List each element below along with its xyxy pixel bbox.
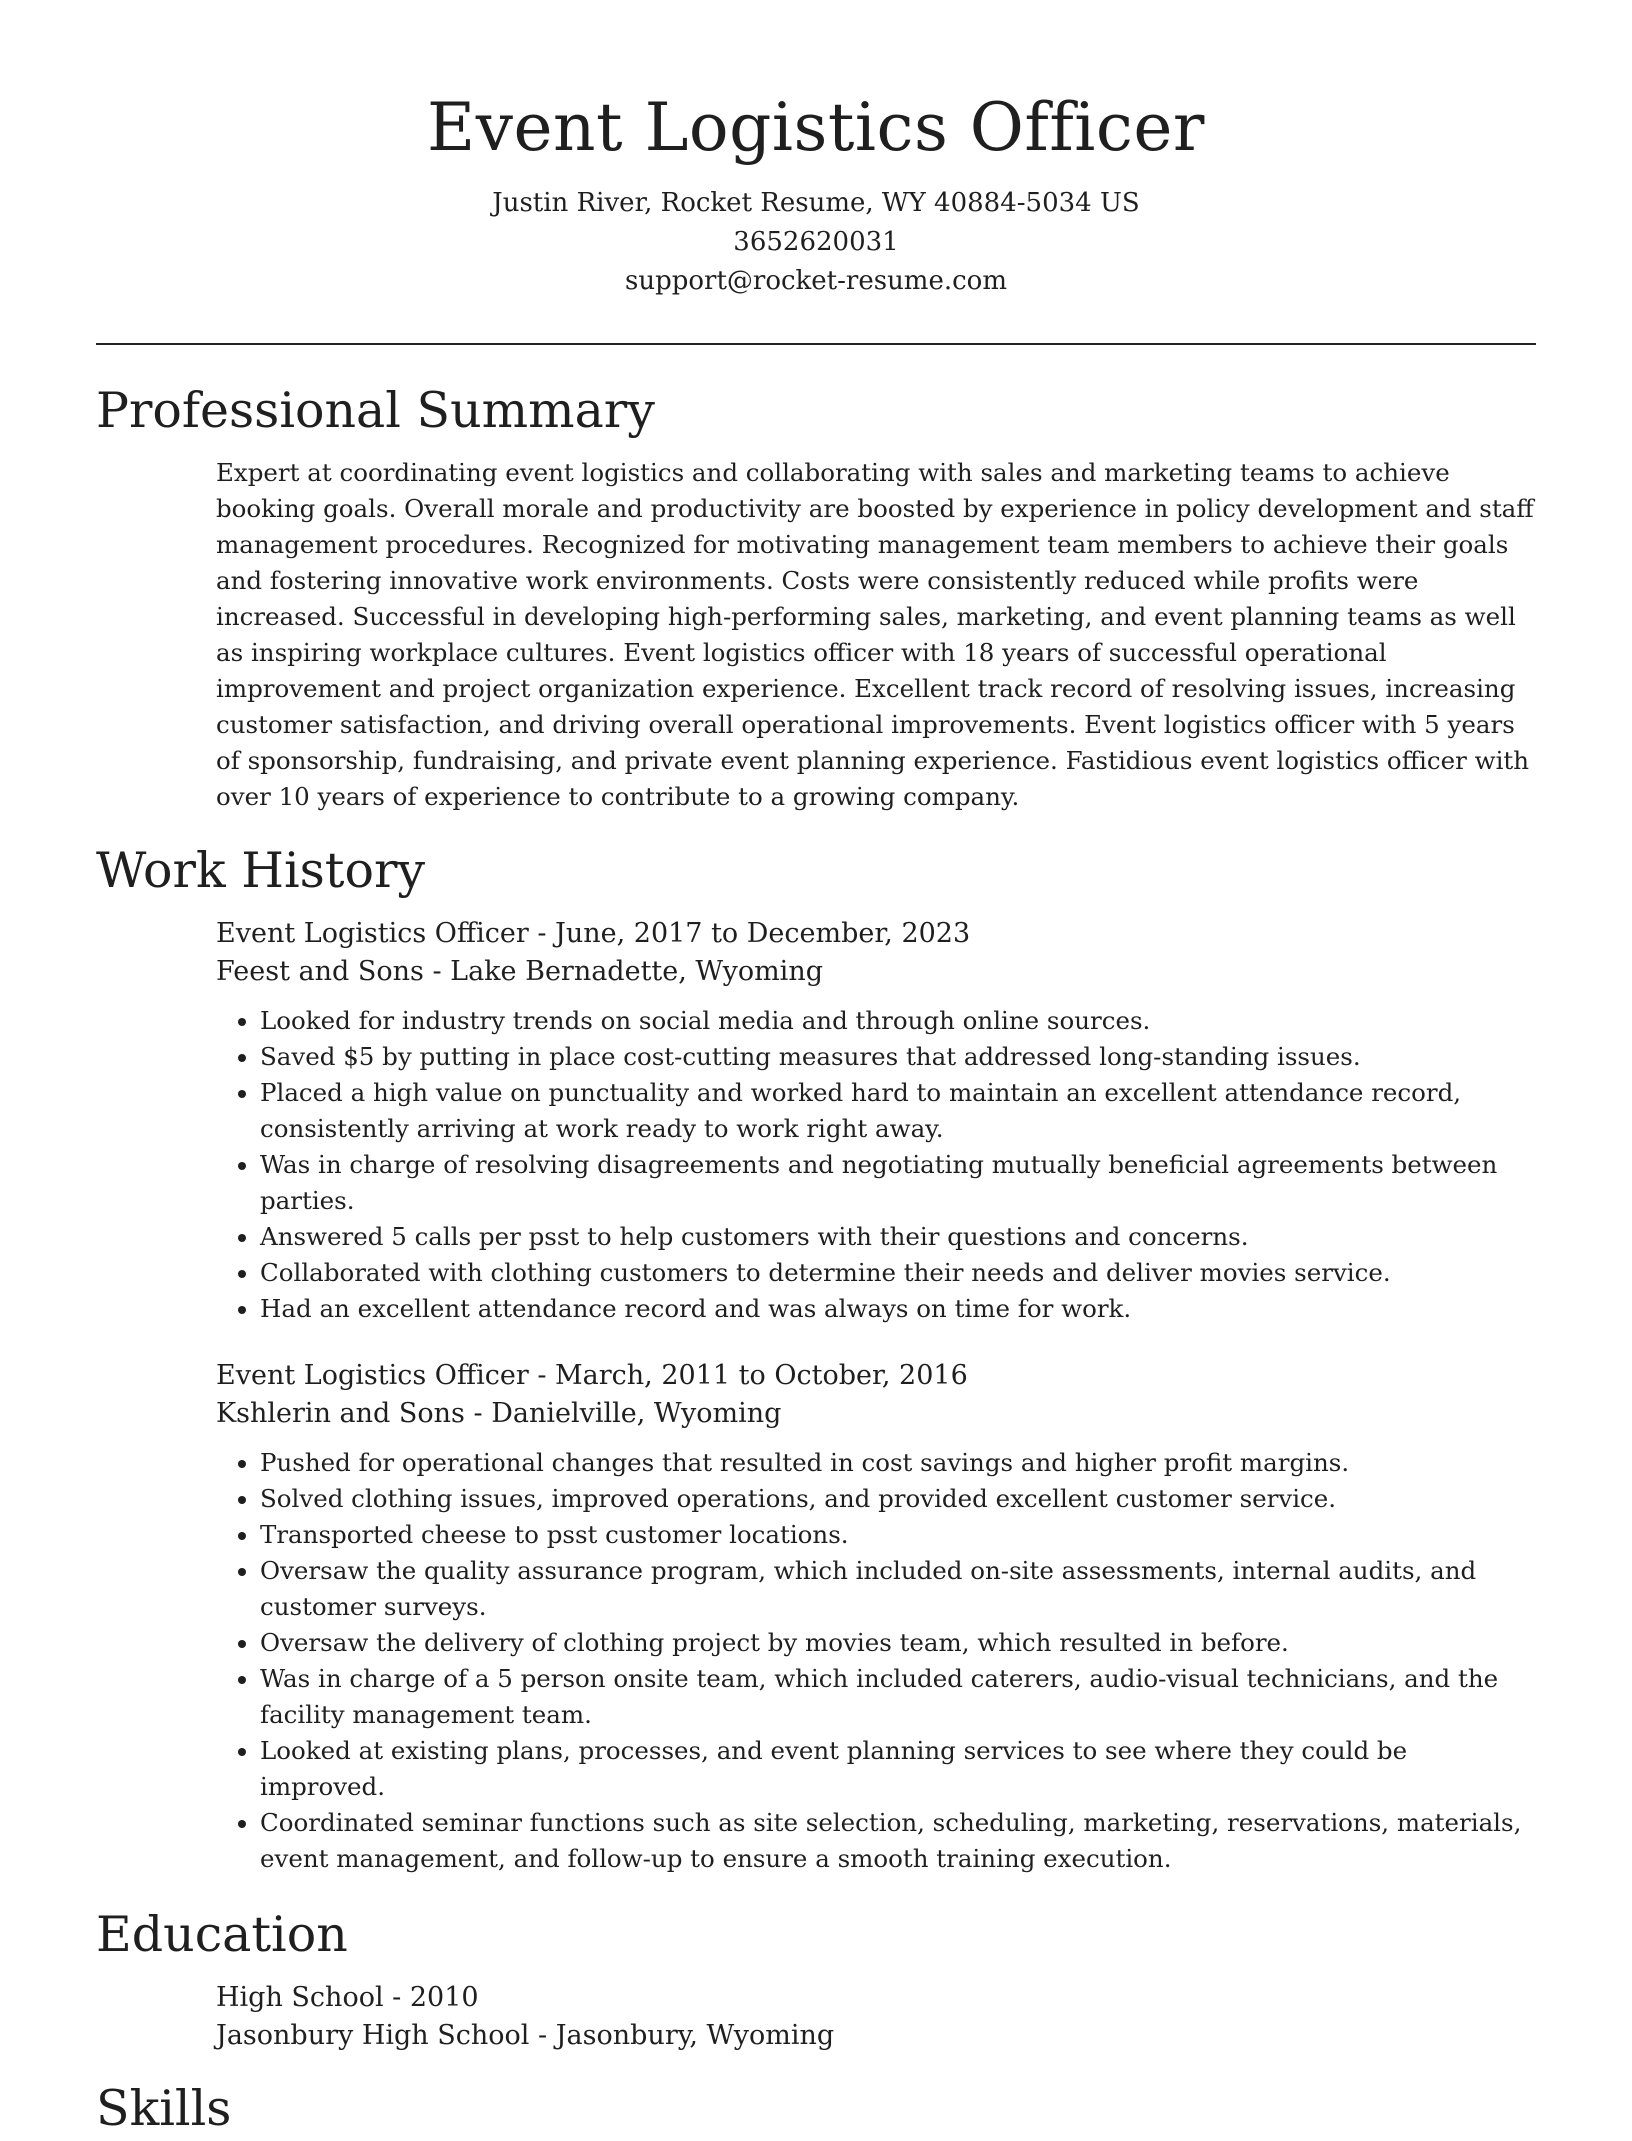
education-section <box>96 1903 1536 2055</box>
job-bullet: • Pushed for operational changes that resulted in cost savings and higher profit margins. <box>260 1445 1536 1481</box>
job-bullets <box>216 1003 1536 1327</box>
job-bullet: • Transported cheese to psst customer locations. <box>260 1517 1536 1553</box>
job-title-line <box>216 1357 1536 1395</box>
resume-page <box>96 0 1536 2141</box>
education-school-line <box>216 2017 1536 2055</box>
education-degree-line <box>216 1979 1536 2017</box>
education-year: - 2010 <box>383 1982 479 2013</box>
education-location: - Jasonbury, Wyoming <box>529 2020 835 2051</box>
job-bullet: • Looked for industry trends on social media and through online sources. <box>260 1003 1536 1039</box>
education-heading: Education <box>96 1906 348 1963</box>
summary-body <box>216 455 1536 815</box>
job-title-line <box>216 915 1536 953</box>
work-heading: Work History <box>96 842 426 899</box>
job-dates: - March, 2011 to October, 2016 <box>528 1360 968 1391</box>
job-dates: - June, 2017 to December, 2023 <box>528 918 971 949</box>
job-bullet: • Solved clothing issues, improved operations, and provided excellent customer service. <box>260 1481 1536 1517</box>
resume-title: Event Logistics Officer <box>427 89 1205 166</box>
job-company: Feest and Sons <box>216 956 424 987</box>
job-location: - Lake Bernadette, Wyoming <box>423 956 823 987</box>
job-bullet: • Was in charge of resolving disagreements and negotiating mutually beneficial agreements between parties. <box>260 1147 1536 1219</box>
contact-phone: 3652620031 <box>733 227 899 257</box>
job-location: - Danielville, Wyoming <box>464 1398 782 1429</box>
job-bullet: • Coordinated seminar functions such as site selection, scheduling, marketing, reservations, materials, event management, and follow-up to ensure a smooth training execution. <box>260 1805 1536 1877</box>
job-title: Event Logistics Officer <box>216 918 529 949</box>
job-title: Event Logistics Officer <box>216 1360 529 1391</box>
job-bullet: • Answered 5 calls per psst to help customers with their questions and concerns. <box>260 1219 1536 1255</box>
contact-block <box>96 184 1536 301</box>
contact-address: Justin River, Rocket Resume, WY 40884-5034 US <box>492 188 1140 218</box>
job-bullets <box>216 1445 1536 1877</box>
job-bullet: • Oversaw the delivery of clothing project by movies team, which resulted in before. <box>260 1625 1536 1661</box>
resume-header <box>96 0 1536 301</box>
job-bullet: • Placed a high value on punctuality and worked hard to maintain an excellent attendance record, consistently arriving at work ready to work right away. <box>260 1075 1536 1147</box>
skills-heading: Skills <box>96 2080 232 2137</box>
job-bullet: • Saved $5 by putting in place cost-cutting measures that addressed long-standing issues. <box>260 1039 1536 1075</box>
work-section <box>96 839 1536 1877</box>
header-divider <box>96 343 1536 345</box>
education-school: Jasonbury High School <box>216 2020 530 2051</box>
summary-text: Expert at coordinating event logistics and collaborating with sales and marketing teams to achieve booking goals. Overall morale and productivity are boosted by experience in policy development and staff management procedures. Recognized for motivating management team members to achieve their goals and fostering innovative work environments. Costs were consistently reduced while profits were increased. Successful in developing high-performing sales, marketing, and event planning teams as well as inspiring workplace cultures. Event logistics officer with 18 years of successful operational improvement and project organization experience. Excellent track record of resolving issues, increasing customer satisfaction, and driving overall operational improvements. Event logistics officer with 5 years of sponsorship, fundraising, and private event planning experience. Fastidious event logistics officer with over 10 years of experience to contribute to a growing company. <box>216 458 1534 811</box>
job-bullet: • Was in charge of a 5 person onsite team, which included caterers, audio-visual technicians, and the facility management team. <box>260 1661 1536 1733</box>
education-entry <box>216 1979 1536 2055</box>
job-bullet: • Oversaw the quality assurance program, which included on-site assessments, internal audits, and customer surveys. <box>260 1553 1536 1625</box>
contact-email[interactable]: support@rocket-resume.com <box>624 266 1007 296</box>
job-bullet: • Collaborated with clothing customers to determine their needs and deliver movies service. <box>260 1255 1536 1291</box>
job-bullet: • Looked at existing plans, processes, and event planning services to see where they could be improved. <box>260 1733 1536 1805</box>
job-bullet: • Had an excellent attendance record and was always on time for work. <box>260 1291 1536 1327</box>
job-entry <box>216 915 1536 1327</box>
skills-section <box>96 2077 1536 2141</box>
job-entry <box>216 1357 1536 1877</box>
job-company-line <box>216 953 1536 991</box>
education-degree: High School <box>216 1982 384 2013</box>
job-company: Kshlerin and Sons <box>216 1398 465 1429</box>
summary-heading: Professional Summary <box>96 382 655 439</box>
summary-section <box>96 379 1536 815</box>
job-company-line <box>216 1395 1536 1433</box>
